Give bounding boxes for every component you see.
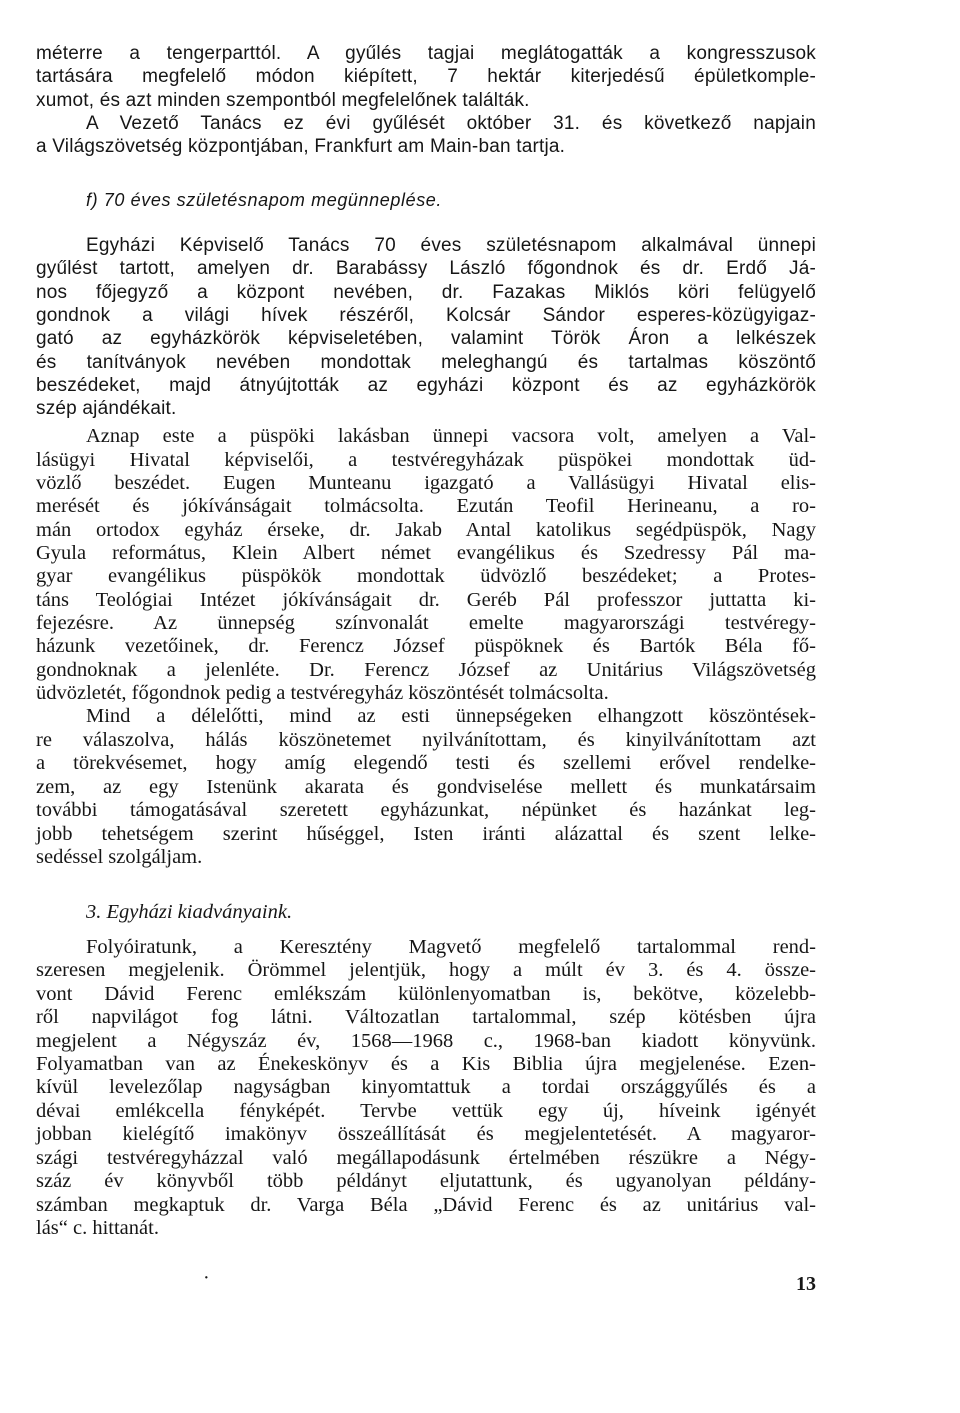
text-line: tartására megfelelő módon kiépített, 7 hektár kiterjedésű épületkomple- [36,66,816,88]
text-line: gyűlést tartott, amelyen dr. Barabássy László főgondnok és dr. Erdő Já- [36,258,816,280]
text-line: re válaszolva, hálás köszönetemet nyilvánítottam, és kinyilvánítottam azt [36,729,816,751]
text-line: lás“ c. hittanát. [36,1217,159,1239]
text-line: házunk vezetőinek, dr. Ferencz József püspöknek és Bartók Béla fő- [36,635,816,657]
text-line: gondnok a világi hívek részéről, Kolcsár Sándor esperes-közügyigaz- [36,304,816,326]
text-line: jobban kielégítő imakönyv összeállítását és megjelentetését. A magyaror- [36,1123,816,1145]
section-f-heading: f) 70 éves születésnapom megünneplése. [86,190,443,210]
text-line: szeresen megjelenik. Örömmel jelentjük, hogy a múlt év 3. és 4. össze- [36,959,816,981]
text-line: üdvözletét, főgondnok pedig a testvéregyház köszöntését tolmácsolta. [36,682,609,704]
section-3-heading: 3. Egyházi kiadványaink. [86,901,293,923]
print-speck: · [203,1267,210,1289]
text-line: száz év könyvből több példányt eljutattunk, és ugyanolyan példány- [36,1170,816,1192]
text-line: gató az egyházkörök képviseletében, valamint Török Áron a lelkészek [36,328,816,350]
text-line: xumot, és azt minden szempontból megfelelőnek találták. [36,89,530,111]
text-line: vözlő beszédet. Eugen Munteanu igazgató a Vallásügyi Hivatal elis- [36,472,816,494]
text-line: Folyamatban van az Énekeskönyv és a Kis Biblia újra megjelenése. Ezen- [36,1053,816,1075]
text-line: A Vezető Tanács ez évi gyűlését október 31. és következő napjain [86,112,816,134]
text-line: mán ortodox egyház érseke, dr. Jakab Antal katolikus segédpüspök, Nagy [36,519,816,541]
text-line: kívül levelezőlap nagyságban kinyomtattuk a tordai országgyűlés és a [36,1076,816,1098]
text-line: lásügyi Hivatal képviselői, a testvéregyházak püspökei mondottak üd- [36,449,816,471]
text-line: beszédeket, majd átnyújtották az egyházi központ és az egyházkörök [36,374,816,396]
text-line: megjelent a Négyszáz év, 1568—1968 c., 1968-ban kiadott könyvünk. [36,1030,816,1052]
text-line: Mind a délelőtti, mind az esti ünnepségeken elhangzott köszöntések- [86,705,816,727]
text-line: szép ajándékait. [36,398,177,420]
text-line: további támogatásával szeretett egyházunkat, népünket és hazánkat leg- [36,799,816,821]
text-line: és tanítványok nevében mondottak meleghangú és tartalmas köszöntő [36,351,816,373]
text-line: Gyula református, Klein Albert német evangélikus és Szedressy Pál ma- [36,542,816,564]
text-line: méterre a tengerparttól. A gyűlés tagjai meglátogatták a kongresszusok [36,43,816,64]
text-line: ről napvilágot fog látni. Változatlan tartalommal, szép kötésben újra [36,1006,816,1028]
text-line: a Világszövetség központjában, Frankfurt am Main-ban tartja. [36,136,566,158]
text-line: a törekvésemet, hogy amíg elegendő testi és szellemi erővel rendelke- [36,752,816,774]
text-line: táns Teológiai Intézet jókívánságait dr. Geréb Pál professzor juttatta ki- [36,589,816,611]
text-line: Egyházi Képviselő Tanács 70 éves születésnapom alkalmával ünnepi [86,235,816,256]
text-line: gondnoknak a jelenléte. Dr. Ferencz József az Unitárius Világszövetség [36,659,816,681]
text-line: zem, az egy Istenünk akarata és gondviselése mellett és munkatársaim [36,776,816,798]
text-line: szági testvéregyházzal való megállapodásunk értelmében részükre a Négy- [36,1147,816,1169]
text-line: Folyóiratunk, a Keresztény Magvető megfelelő tartalommal rend- [86,936,816,958]
text-line: számban megkaptuk dr. Varga Béla „Dávid Ferenc és az unitárius val- [36,1194,816,1216]
page-number: 13 [796,1273,816,1295]
text-line: dévai emlékcella fényképét. Tervbe vettük egy új, híveink igényét [36,1100,816,1122]
text-line: gyar evangélikus püspökök mondottak üdvözlő beszédeket; a Protes- [36,565,816,587]
text-line: merését és jókívánságait tolmácsolta. Ezután Teofil Herineanu, a ro- [36,495,816,517]
text-line: Aznap este a püspöki lakásban ünnepi vacsora volt, amelyen a Val- [86,425,816,447]
text-line: vont Dávid Ferenc emlékszám különlenyomatban is, bekötve, közelebb- [36,983,816,1005]
text-line: nos főjegyző a központ nevében, dr. Fazakas Miklós köri felügyelő [36,281,816,303]
text-line: jobb tehetségem szerint hűséggel, Isten iránti alázattal és szent lelke- [36,823,816,845]
text-line: sedéssel szolgáljam. [36,846,203,868]
text-line: fejezésre. Az ünnepség színvonalát emelte magyarországi testvéregy- [36,612,816,634]
